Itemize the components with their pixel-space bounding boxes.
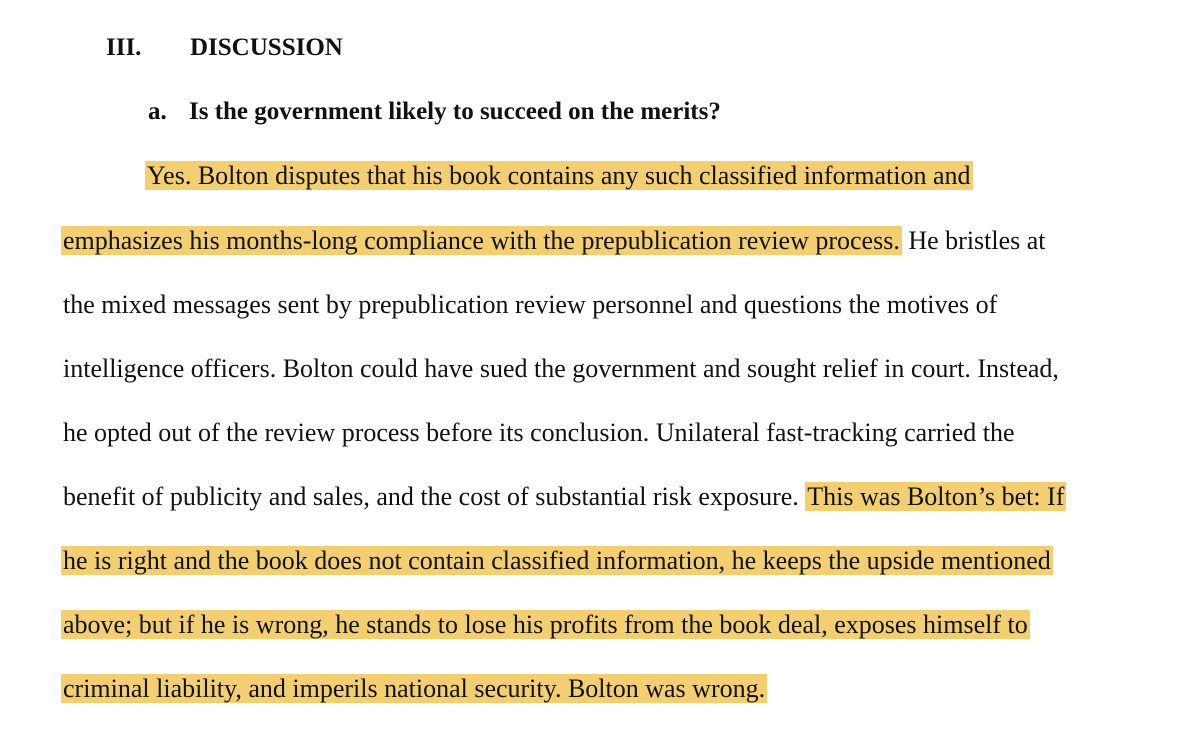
body-text: he opted out of the review process before its conclusion. Unilateral fast-tracking carried the	[63, 418, 1015, 447]
highlighted-text: emphasizes his months-long compliance with the prepublication review process.	[63, 226, 900, 255]
body-text: intelligence officers. Bolton could have sued the government and sought relief in court. Instead,	[63, 354, 1059, 383]
highlighted-text: Yes. Bolton disputes that his book contains any such classified information and	[147, 161, 971, 190]
section-heading	[106, 32, 343, 64]
body-text: benefit of publicity and sales, and the cost of substantial risk exposure.	[63, 482, 806, 511]
paragraph-line-6	[63, 477, 1066, 517]
body-text: He bristles at	[901, 226, 1046, 255]
paragraph-line-9	[61, 669, 767, 709]
subsection-heading	[148, 96, 721, 128]
paragraph-line-5	[63, 413, 1015, 453]
highlighted-text: This was Bolton’s bet: If	[807, 482, 1065, 511]
paragraph-line-2	[61, 221, 1046, 261]
paragraph-line-7	[61, 541, 1053, 581]
body-text: the mixed messages sent by prepublication review personnel and questions the motives of	[63, 290, 998, 319]
section-title: DISCUSSION	[190, 34, 343, 61]
paragraph-line-8	[61, 605, 1030, 645]
highlighted-text: criminal liability, and imperils national security. Bolton was wrong.	[63, 674, 766, 703]
section-number: III.	[106, 34, 142, 61]
paragraph-line-3	[63, 285, 997, 325]
subsection-title: Is the government likely to succeed on the merits?	[189, 98, 721, 125]
paragraph-line-1	[145, 156, 973, 196]
subsection-letter: a.	[148, 98, 167, 125]
highlighted-text: above; but if he is wrong, he stands to lose his profits from the book deal, exposes himself to	[63, 610, 1028, 639]
paragraph-line-4	[63, 349, 1059, 389]
highlighted-text: he is right and the book does not contain classified information, he keeps the upside mentioned	[63, 546, 1051, 575]
